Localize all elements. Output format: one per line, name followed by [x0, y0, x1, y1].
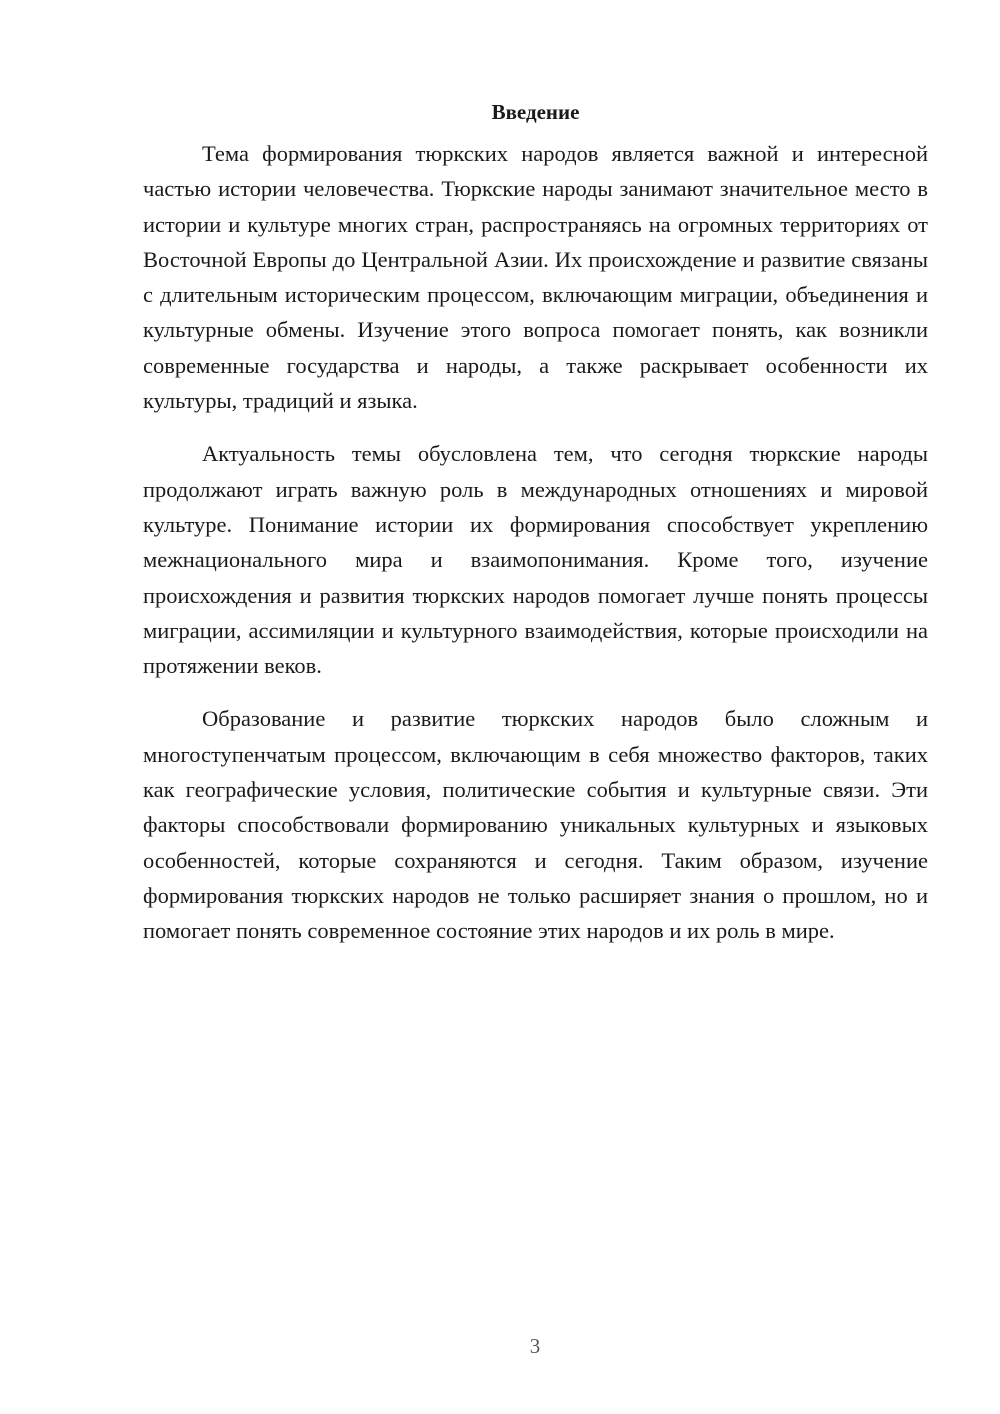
section-title: Введение [491, 100, 580, 124]
paragraph-2: Актуальность темы обусловлена тем, что сегодня тюркские народы продолжают играть важную роль в международных отношениях и мировой культуре. Понимание истории их формирования способствует укреплению межнационального мира и взаимопонимания. Кроме того, изучение происхождения и развития тюркских народов помогает лучше понять процессы миграции, ассимиляции и культурного взаимодействия, которые происходили на протяжении веков. [143, 441, 928, 679]
paragraph-1: Тема формирования тюркских народов является важной и интересной частью истории человечества. Тюркские народы занимают значительное место в истории и культуре многих стран, распространяясь на огромных территориях от Восточной Европы до Центральной Азии. Их происхождение и развитие связаны с длительным историческим процессом, включающим миграции, объединения и культурные обмены. Изучение этого вопроса помогает понять, как возникли современные государства и народы, а также раскрывает особенности их культуры, традиций и языка. [143, 141, 928, 414]
page-content [143, 98, 928, 967]
paragraph-3: Образование и развитие тюркских народов было сложным и многоступенчатым процессом, включающим в себя множество факторов, таких как географические условия, политические события и культурные связи. Эти факторы способствовали формированию уникальных культурных и языковых особенностей, которые сохраняются и сегодня. Таким образом, изучение формирования тюркских народов не только расширяет знания о прошлом, но и помогает понять современное состояние этих народов и их роль в мире. [143, 706, 928, 944]
page-number: 3 [529, 1334, 541, 1358]
